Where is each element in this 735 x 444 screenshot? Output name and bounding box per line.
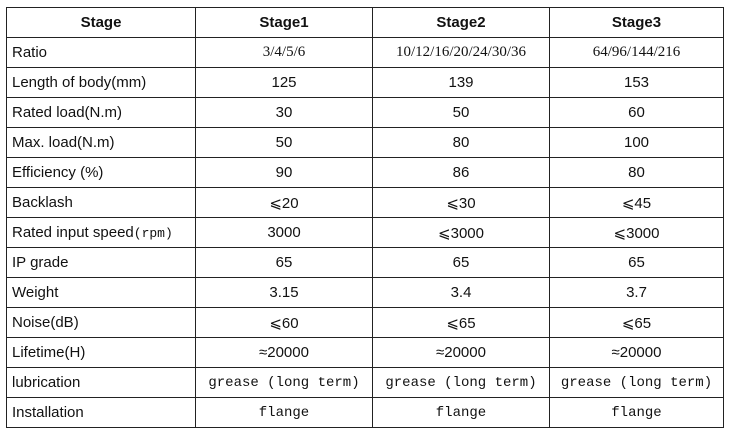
cell-value: 80 [373,128,550,158]
row-label: Noise(dB) [7,308,196,338]
cell-value: ≈20000 [196,338,373,368]
cell-value: grease (long term) [373,368,550,398]
cell-value: 90 [196,158,373,188]
row-label: Lifetime(H) [7,338,196,368]
row-label-text: Rated input speed [12,224,134,241]
cell-value: 3.7 [550,278,724,308]
cell-value: ⩽65 [373,308,550,338]
table-row [7,158,724,188]
cell-value: flange [373,398,550,428]
cell-value: 65 [550,248,724,278]
row-label: Weight [7,278,196,308]
table-row [7,308,724,338]
header-row [7,8,724,38]
row-label: lubrication [7,368,196,398]
cell-value: 86 [373,158,550,188]
cell-value: 65 [196,248,373,278]
table-row [7,128,724,158]
cell-value: flange [196,398,373,428]
row-label: Installation [7,398,196,428]
table-row [7,278,724,308]
cell-value: 80 [550,158,724,188]
table-row [7,368,724,398]
cell-value: flange [550,398,724,428]
cell-value: 3000 [196,218,373,248]
cell-value: 3.4 [373,278,550,308]
table-row [7,98,724,128]
cell-value: 30 [196,98,373,128]
cell-value: ⩽60 [196,308,373,338]
cell-value: ⩽3000 [373,218,550,248]
cell-value: 3.15 [196,278,373,308]
cell-value: ⩽65 [550,308,724,338]
cell-value: ≈20000 [550,338,724,368]
cell-value: 139 [373,68,550,98]
table-row [7,68,724,98]
table-row [7,338,724,368]
cell-value: 125 [196,68,373,98]
cell-value: 50 [196,128,373,158]
cell-value: grease (long term) [196,368,373,398]
cell-value: ⩽3000 [550,218,724,248]
spec-table [6,7,724,428]
cell-value: ⩽20 [196,188,373,218]
cell-value: 153 [550,68,724,98]
cell-value: ⩽30 [373,188,550,218]
table-row [7,398,724,428]
row-label: Rated load(N.m) [7,98,196,128]
header-stage2: Stage2 [373,8,550,38]
table-row [7,218,724,248]
row-label-unit: (rpm) [133,226,173,241]
header-stage1: Stage1 [196,8,373,38]
row-label [7,218,196,248]
cell-value: ≈20000 [373,338,550,368]
header-stage: Stage [7,8,196,38]
table-row [7,248,724,278]
header-stage3: Stage3 [550,8,724,38]
cell-value: grease (long term) [550,368,724,398]
table-row [7,188,724,218]
cell-value: 100 [550,128,724,158]
row-label: Max. load(N.m) [7,128,196,158]
cell-value: 65 [373,248,550,278]
table-row [7,38,724,68]
row-label: Ratio [7,38,196,68]
row-label: IP grade [7,248,196,278]
cell-value: ⩽45 [550,188,724,218]
cell-value: 3/4/5/6 [196,38,373,68]
row-label: Efficiency (%) [7,158,196,188]
cell-value: 50 [373,98,550,128]
cell-value: 10/12/16/20/24/30/36 [373,38,550,68]
row-label: Length of body(mm) [7,68,196,98]
row-label: Backlash [7,188,196,218]
cell-value: 60 [550,98,724,128]
cell-value: 64/96/144/216 [550,38,724,68]
